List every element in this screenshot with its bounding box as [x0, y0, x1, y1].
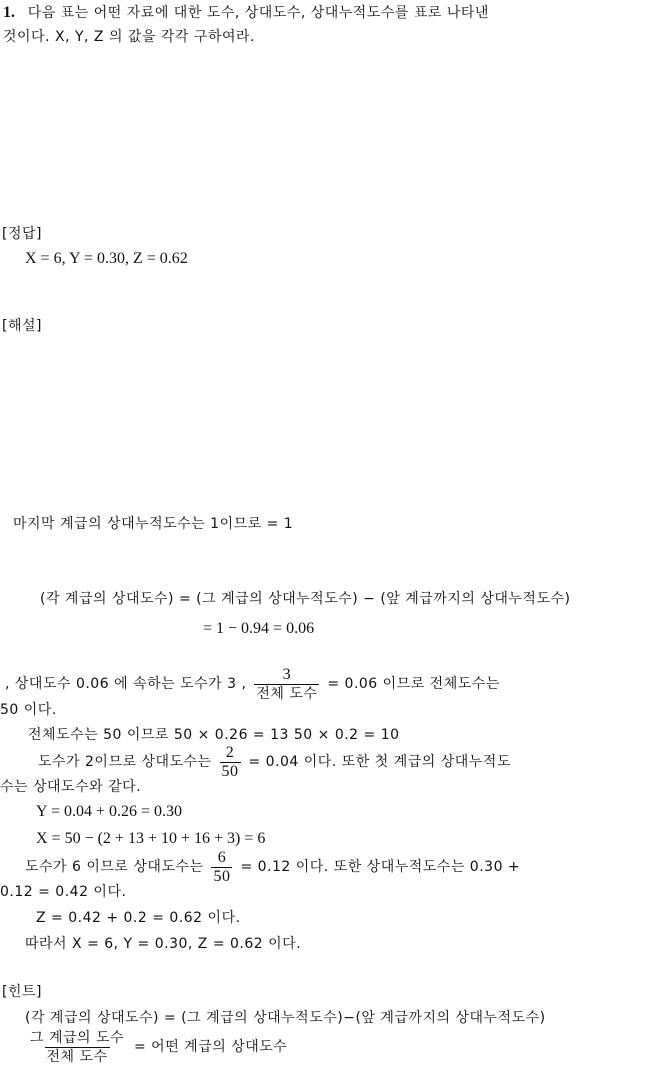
- fraction-denominator: 50: [213, 867, 231, 885]
- explanation-line-5: 50 이다.: [0, 702, 57, 718]
- fraction-class-freq-over-total: [28, 1029, 126, 1066]
- explanation-line-2: (각 계급의 상대도수) = (그 계급의 상대누적도수) − (앞 계급까지의 상대누적도수): [40, 591, 571, 607]
- explanation-line-7-post: = 0.04 이다. 또한 첫 계급의 상대누적도: [248, 754, 511, 770]
- explanation-line-4: [5, 663, 500, 705]
- problem-number: 1.: [3, 4, 15, 21]
- explanation-line-3: = 1 − 0.94 = 0.06: [203, 620, 315, 637]
- answer-heading: [정답]: [2, 226, 42, 242]
- fraction-denominator: 전체 도수: [256, 685, 318, 702]
- fraction-numerator: 3: [282, 665, 292, 683]
- problem-text-1: 다음 표는 어떤 자료에 대한 도수, 상대도수, 상대누적도수를 표로 나타낸: [27, 5, 489, 21]
- explanation-line-11-post: = 0.12 이다. 또한 상대누적도수는 0.30 +: [240, 859, 521, 875]
- explanation-line-4-post: = 0.06 이므로 전체도수는: [327, 676, 500, 692]
- explanation-line-6: 전체도수는 50 이므로 50 × 0.26 = 13 50 × 0.2 = 10: [28, 727, 400, 743]
- fraction-numerator: 6: [217, 848, 227, 866]
- explanation-line-7-pre: 도수가 2이므로 상대도수는: [38, 754, 212, 770]
- explanation-line-12: 0.12 = 0.42 이다.: [0, 884, 127, 900]
- answer-text: X = 6, Y = 0.30, Z = 0.62: [25, 250, 188, 267]
- explanation-line-8: 수는 상대도수와 같다.: [0, 779, 142, 795]
- hint-line-1: (각 계급의 상대도수) = (그 계급의 상대누적도수)−(앞 계급까지의 상대누적도수): [25, 1010, 546, 1026]
- fraction-numerator: 2: [225, 743, 235, 761]
- explanation-line-11-pre: 도수가 6 이므로 상대도수는: [25, 859, 204, 875]
- fraction-3-over-total: [254, 666, 319, 703]
- hint-line-2: [25, 1026, 287, 1068]
- explanation-line-9: Y = 0.04 + 0.26 = 0.30: [36, 803, 183, 820]
- explanation-line-10: X = 50 − (2 + 13 + 10 + 16 + 3) = 6: [36, 830, 266, 847]
- problem-line-1: [3, 2, 489, 23]
- fraction-denominator: 50: [221, 762, 239, 780]
- hint-line-2-post: = 어떤 계급의 상대도수: [134, 1039, 288, 1055]
- fraction-2-over-50: [220, 744, 241, 781]
- fraction-6-over-50: [211, 849, 232, 886]
- hint-heading: [힌트]: [2, 984, 42, 1000]
- explanation-line-14: 따라서 X = 6, Y = 0.30, Z = 0.62 이다.: [25, 936, 302, 952]
- fraction-numerator: 그 계급의 도수: [30, 1029, 125, 1046]
- explanation-heading: [해설]: [2, 318, 42, 334]
- explanation-line-4-pre: , 상대도수 0.06 에 속하는 도수가 3 ,: [5, 676, 247, 692]
- problem-text-2: 것이다. X, Y, Z 의 값을 각각 구하여라.: [3, 29, 255, 45]
- explanation-line-1: 마지막 계급의 상대누적도수는 1이므로 = 1: [13, 516, 294, 532]
- fraction-denominator: 전체 도수: [46, 1048, 108, 1065]
- explanation-line-13: Z = 0.42 + 0.2 = 0.62 이다.: [36, 910, 241, 926]
